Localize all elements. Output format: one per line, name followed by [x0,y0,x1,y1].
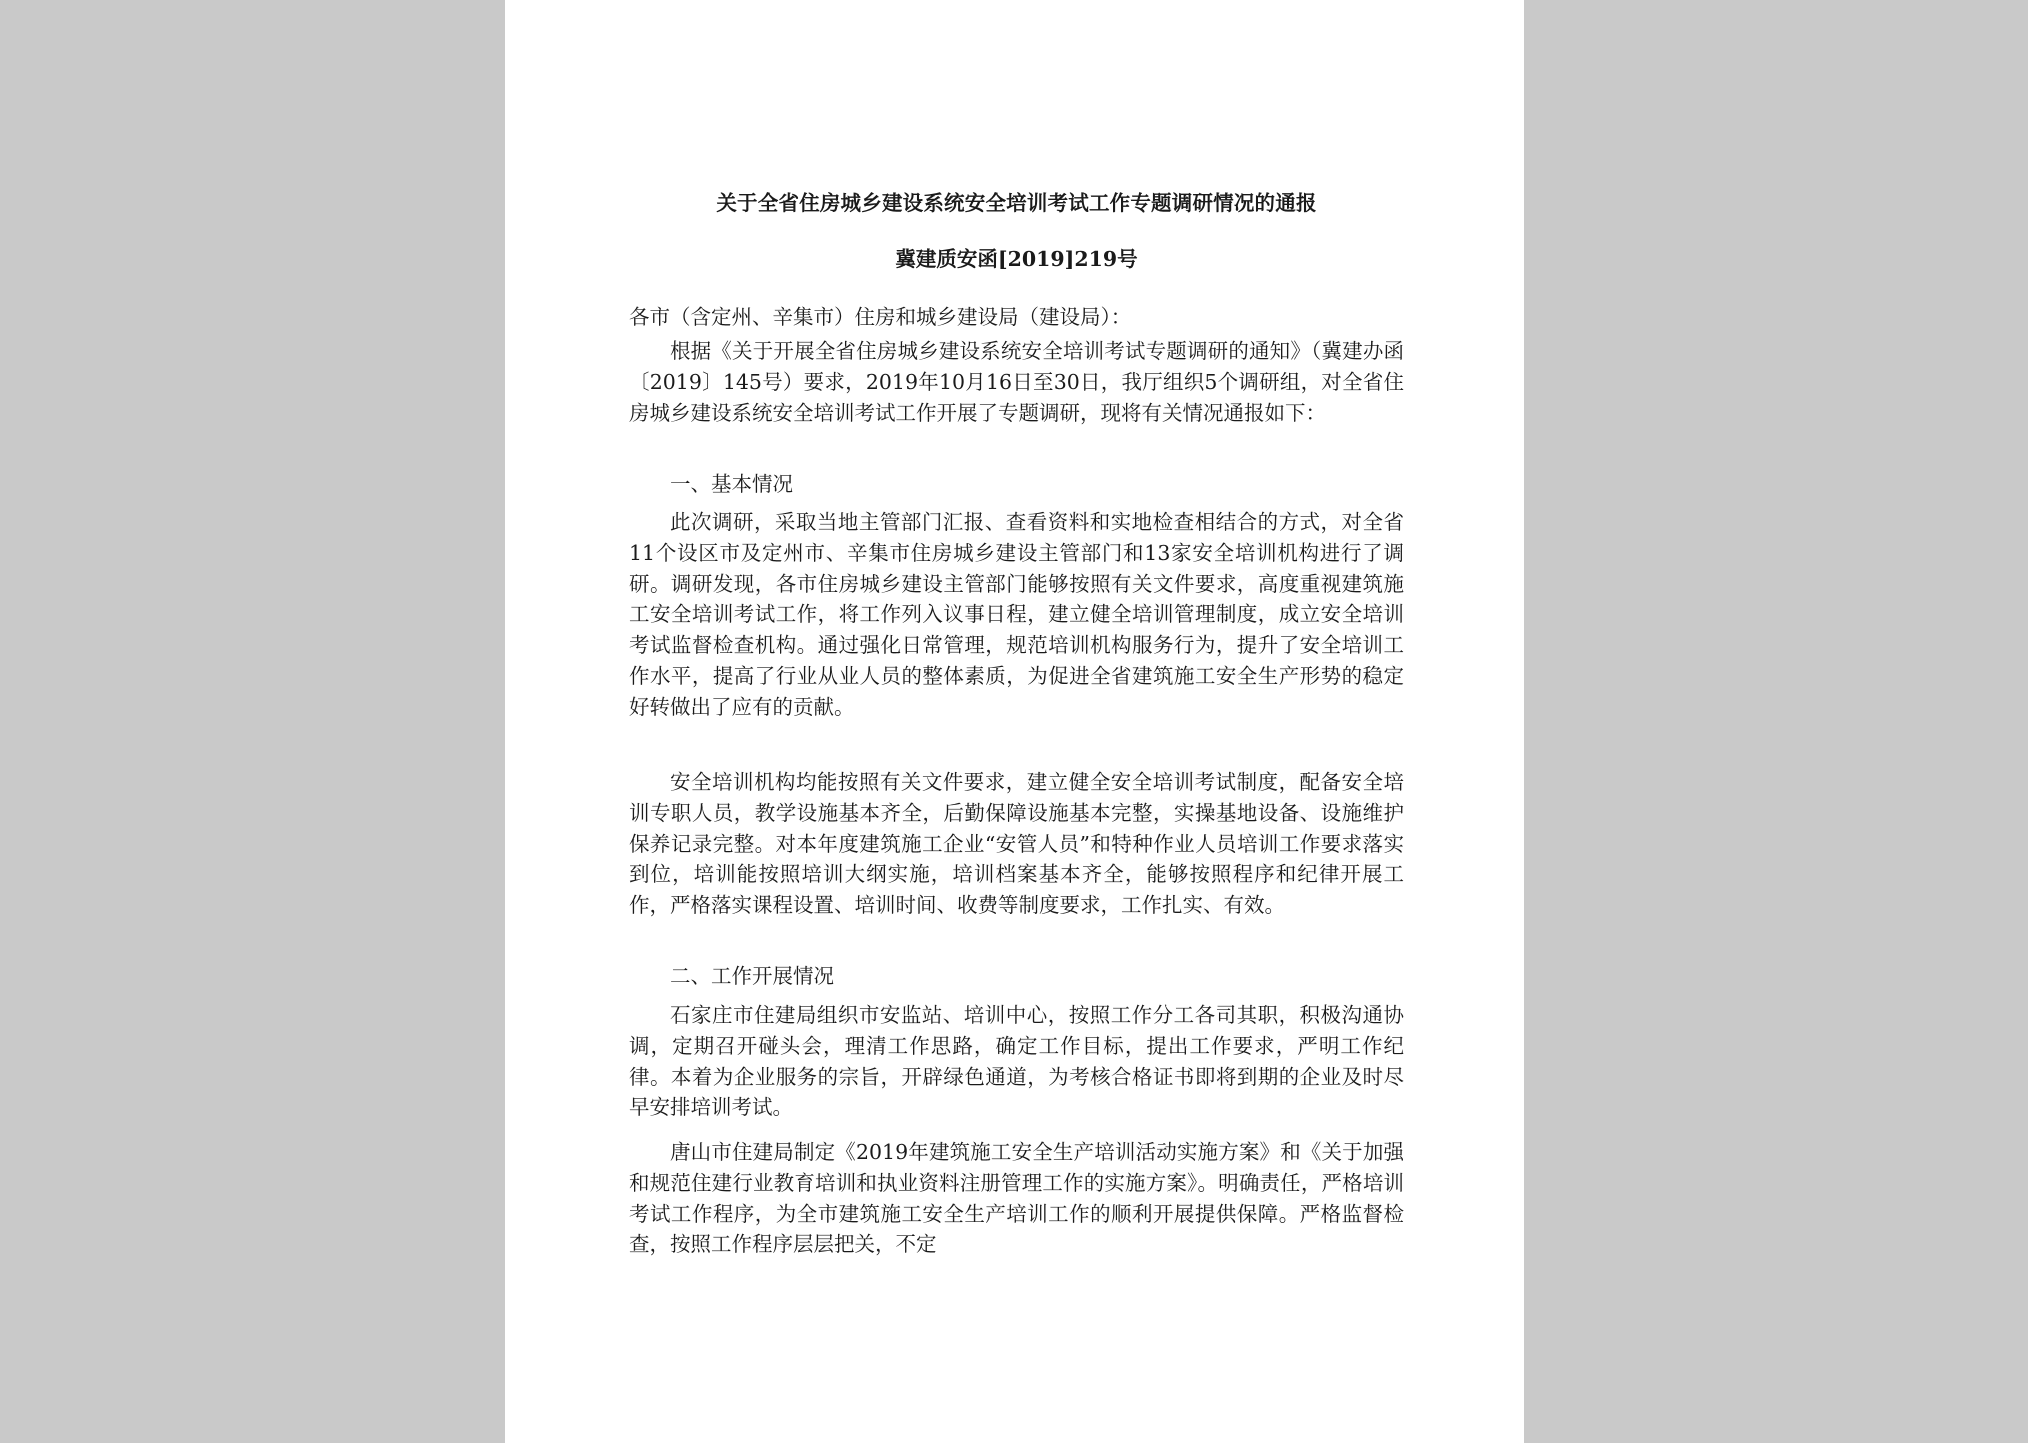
section-heading-work: 二、工作开展情况 [670,964,834,988]
section1-paragraph-1: 此次调研，采取当地主管部门汇报、查看资料和实地检查相结合的方式，对全省11个设区市及定州市、辛集市住房城乡建设主管部门和13家安全培训机构进行了调研。调研发现，各市住房城乡建设主管部门能够按照有关文件要求，高度重视建筑施工安全培训考试工作，将工作列入议事日程，建立健全培训管理制度，成立安全培训考试监督检查机构。通过强化日常管理，规范培训机构服务行为，提升了安全培训工作水平，提高了行业从业人员的整体素质，为促进全省建筑施工安全生产形势的稳定好转做出了应有的贡献。 [629,510,1404,719]
document-title: 关于全省住房城乡建设系统安全培训考试工作专题调研情况的通报 [716,191,1317,215]
section-heading-basic: 一、基本情况 [670,472,793,496]
section2-paragraph-1: 石家庄市住建局组织市安监站、培训中心，按照工作分工各司其职，积极沟通协调，定期召开碰头会，理清工作思路，确定工作目标，提出工作要求，严明工作纪律。本着为企业服务的宗旨，开辟绿色通道，为考核合格证书即将到期的企业及时尽早安排培训考试。 [629,1003,1404,1120]
document-page [505,0,1524,1443]
section2-paragraph-2: 唐山市住建局制定《2019年建筑施工安全生产培训活动实施方案》和《关于加强和规范住建行业教育培训和执业资料注册管理工作的实施方案》。明确责任，严格培训考试工作程序，为全市建筑施工安全生产培训工作的顺利开展提供保障。严格监督检查，按照工作程序层层把关，不定 [629,1140,1404,1257]
document-number: 冀建质安函[2019]219号 [895,247,1138,271]
section1-paragraph-2: 安全培训机构均能按照有关文件要求，建立健全安全培训考试制度，配备安全培训专职人员，教学设施基本齐全，后勤保障设施基本完整，实操基地设备、设施维护保养记录完整。对本年度建筑施工企业“安管人员”和特种作业人员培训工作要求落实到位，培训能按照培训大纲实施，培训档案基本齐全，能够按照程序和纪律开展工作，严格落实课程设置、培训时间、收费等制度要求，工作扎实、有效。 [629,770,1404,918]
salutation: 各市（含定州、辛集市）住房和城乡建设局（建设局）： [629,305,1132,329]
intro-paragraph: 根据《关于开展全省住房城乡建设系统安全培训考试专题调研的通知》（冀建办函〔2019〕145号）要求，2019年10月16日至30日，我厅组织5个调研组，对全省住房城乡建设系统安全培训考试工作开展了专题调研，现将有关情况通报如下： [629,339,1404,425]
